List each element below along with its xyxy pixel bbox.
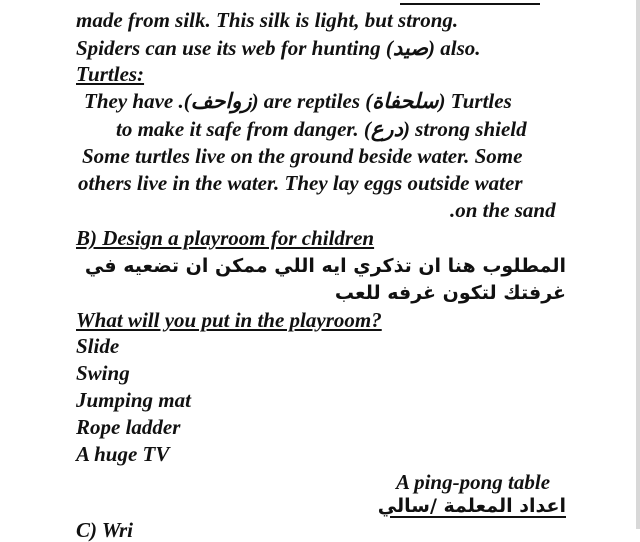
text-line-6: others live in the water. They lay eggs outside water xyxy=(78,171,523,195)
teacher-credit: اعداد المعلمة /سالي xyxy=(377,495,566,517)
list-item-ping-pong-table: A ping-pong table xyxy=(396,470,551,494)
list-item-jumping-mat: Jumping mat xyxy=(76,388,191,412)
arabic-instruction-1: المطلوب هنا ان تذكري ايه اللي ممكن ان تضعيه في xyxy=(84,255,566,277)
text-line-5: Some turtles live on the ground beside water. Some xyxy=(82,144,523,168)
section-b-heading: B) Design a playroom for children xyxy=(76,226,375,250)
cut-off-heading: C) Wri xyxy=(76,518,133,542)
playroom-question: What will you put in the playroom? xyxy=(76,308,382,332)
text-line-7: .on the sand xyxy=(450,198,556,222)
turtles-heading: Turtles: xyxy=(76,62,145,86)
top-rule xyxy=(400,0,540,5)
page-edge-shadow xyxy=(636,0,640,529)
list-item-rope-ladder: Rope ladder xyxy=(76,415,181,439)
signature-underline xyxy=(390,516,566,518)
list-item-swing: Swing xyxy=(76,361,130,385)
text-line-3: They have .(زواحف) are reptiles (سلحفاة) Turtles xyxy=(84,89,512,113)
text-line-4: to make it safe from danger. (درع) strong shield xyxy=(116,117,527,141)
text-line-1: made from silk. This silk is light, but strong. xyxy=(76,8,459,32)
list-item-huge-tv: A huge TV xyxy=(76,442,170,466)
text-line-2: Spiders can use its web for hunting (صيد) also. xyxy=(76,36,481,60)
arabic-instruction-2: غرفتك لتكون غرفه للعب xyxy=(334,282,566,304)
list-item-slide: Slide xyxy=(76,334,120,358)
